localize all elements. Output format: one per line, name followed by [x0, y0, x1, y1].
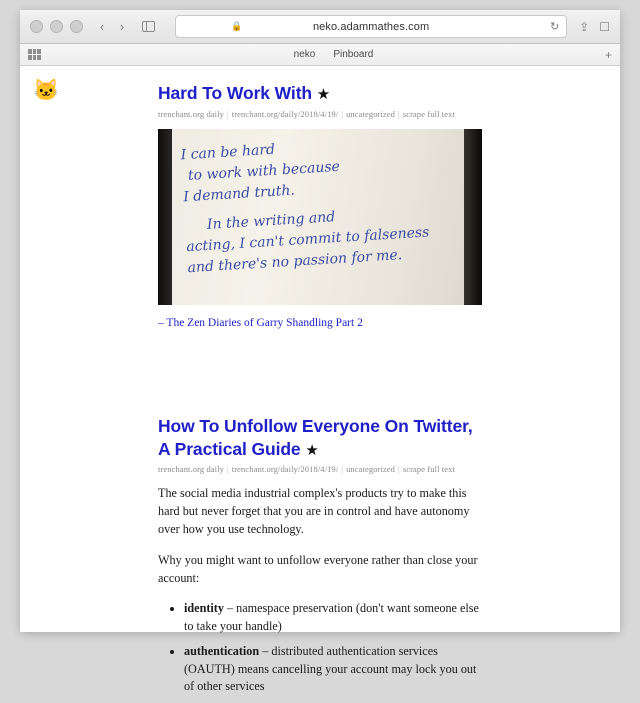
handwriting-line-4: In the writing and: [206, 208, 336, 233]
meta-source[interactable]: trenchant.org daily: [158, 464, 224, 475]
meta-category[interactable]: uncategorized: [346, 108, 396, 119]
back-icon[interactable]: ‹: [99, 19, 105, 34]
post-separator: [158, 343, 482, 405]
bullet-text-authentication: – distributed authentication services (OAUTH) means cancelling your account may lock you out of other services: [184, 643, 477, 694]
list-item: [184, 600, 482, 635]
post-title-1-text[interactable]: Hard To Work With: [158, 83, 313, 103]
browser-window: [20, 10, 620, 694]
post-title-2-text[interactable]: How To Unfollow Everyone On Twitter, A Practical Guide: [158, 415, 473, 459]
meta-scrape-full-text[interactable]: scrape full text: [402, 108, 455, 119]
bookmark-pinboard[interactable]: Pinboard: [333, 49, 374, 60]
photo-right-edge: [464, 129, 482, 305]
sidebar-icon[interactable]: [137, 17, 159, 37]
handwritten-notebook-photo[interactable]: [158, 129, 482, 305]
window-controls[interactable]: [30, 20, 83, 33]
meta-permalink[interactable]: trenchant.org/daily/2018/4/19/: [231, 108, 339, 119]
post-meta-1: trenchant.org daily | trenchant.org/daily/2018/4/19/ | uncategorized | scrape full text: [158, 108, 455, 119]
url-text[interactable]: neko.adammathes.com: [312, 20, 430, 33]
meta-permalink[interactable]: trenchant.org/daily/2018/4/19/: [231, 464, 339, 475]
bullet-text-identity: – namespace preservation (don't want someone else to take your handle): [184, 601, 479, 634]
post-paragraph-2: Why you might want to unfollow everyone rather than close your account:: [158, 553, 478, 586]
meta-category[interactable]: uncategorized: [346, 464, 396, 475]
forward-icon[interactable]: ›: [119, 19, 125, 34]
post-paragraph-1: The social media industrial complex's products try to make this hard but never forget that you are in control and have autonomy over how you use technology.: [158, 486, 470, 537]
handwriting-line-1: I can be hard: [180, 141, 276, 164]
meta-scrape-full-text[interactable]: scrape full text: [402, 464, 455, 475]
lock-icon: 🔒: [231, 21, 243, 31]
close-window-button[interactable]: [30, 20, 43, 33]
handwriting-line-3: I demand truth.: [182, 182, 296, 206]
site-favicon: 🐱: [33, 79, 60, 102]
post-title-1[interactable]: [158, 82, 482, 105]
add-bookmark-icon[interactable]: +: [604, 47, 612, 62]
handwriting-text: [180, 129, 460, 279]
navigation-buttons[interactable]: [93, 17, 159, 37]
photo-caption[interactable]: [158, 317, 482, 329]
handwriting-line-2: to work with because: [187, 158, 341, 184]
toolbar-right-icons[interactable]: [575, 20, 610, 34]
share-icon[interactable]: ⇪: [579, 19, 590, 34]
address-bar[interactable]: [175, 15, 567, 38]
browser-titlebar: [20, 10, 620, 44]
handwriting-line-6: to falseness and there's: [187, 224, 430, 276]
star-icon[interactable]: ★: [305, 441, 319, 459]
bullet-term-authentication: authentication: [184, 643, 260, 658]
bookmarks-bar: [20, 44, 620, 66]
bookmark-neko[interactable]: neko: [293, 49, 316, 60]
meta-source[interactable]: trenchant.org daily: [158, 108, 224, 119]
post-meta-2: trenchant.org daily | trenchant.org/daily/2018/4/19/ | uncategorized | scrape full text: [158, 464, 455, 475]
star-icon[interactable]: ★: [316, 86, 331, 103]
post-bullet-list: [158, 600, 482, 695]
post-title-2[interactable]: [158, 415, 482, 461]
tabs-icon[interactable]: ☐: [599, 19, 610, 34]
bullet-term-identity: identity: [184, 601, 224, 616]
photo-caption-link[interactable]: – The Zen Diaries of Garry Shandling Part 2: [158, 316, 363, 329]
article-column: [158, 72, 482, 703]
handwriting-line-5: acting, I can't commit: [185, 229, 342, 255]
list-item: [184, 643, 482, 696]
page-content: [20, 66, 620, 694]
handwriting-line-7: no passion for me.: [271, 246, 403, 271]
reload-icon[interactable]: ↻: [549, 21, 560, 33]
minimize-window-button[interactable]: [50, 20, 63, 33]
maximize-window-button[interactable]: [70, 20, 83, 33]
bookmarks-grid-icon[interactable]: [28, 49, 41, 60]
